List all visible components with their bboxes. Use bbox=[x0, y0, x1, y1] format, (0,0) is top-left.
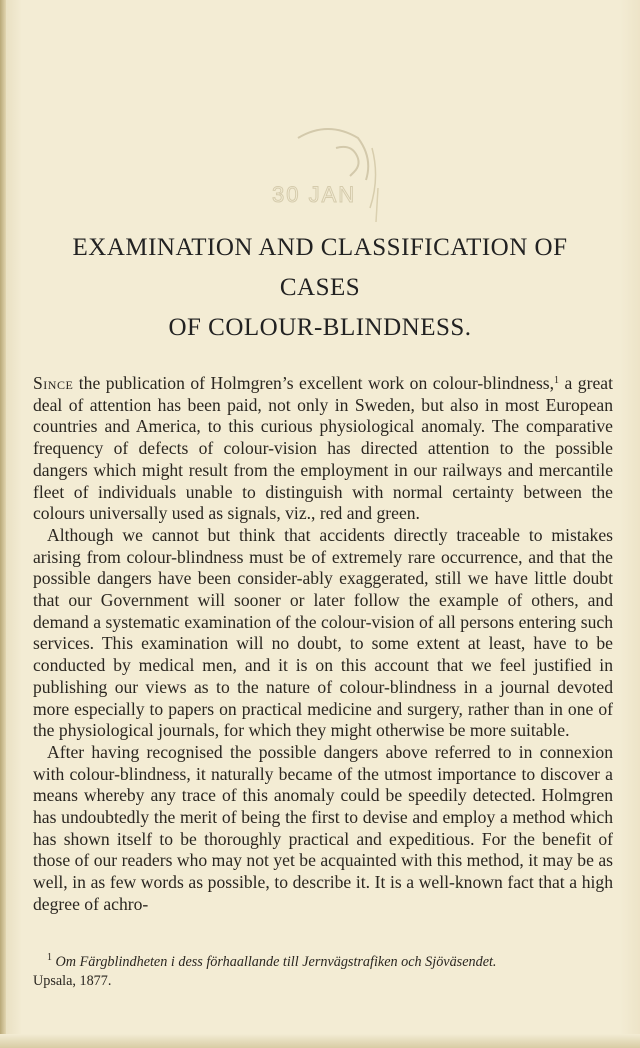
paragraph-3: After having recognised the possible dangers above referred to in connexion with colour-blindness, it naturally became of the utmost importance to discover a means whereby any trace of this anomaly could be speedily detected. Holmgren has undoubtedly the merit of being the first to devise and employ a method which has shown itself to be thoroughly practical and expeditious. For the benefit of those of our readers who may not yet be acquainted with this method, it may be as well, in as few words as possible, to describe it. It is a well-known fact that a high degree of achro- bbox=[33, 741, 613, 914]
footnote-reference: 1 bbox=[554, 375, 560, 386]
footnote-line-2: Upsala, 1877. bbox=[33, 972, 112, 989]
page-bottom-edge bbox=[0, 1034, 640, 1048]
drop-lead-word: Since bbox=[33, 373, 74, 393]
article-body bbox=[33, 373, 613, 916]
footnote bbox=[33, 953, 613, 990]
title-line-2: OF COLOUR-BLINDNESS. bbox=[168, 314, 472, 341]
paragraph-1 bbox=[33, 373, 613, 525]
article-title bbox=[40, 228, 600, 348]
footnote-title: Om Färgblindheten i dess förhaallande till Jernvägstrafiken och Sjöväsendet. bbox=[55, 954, 497, 970]
book-spine-shadow bbox=[0, 0, 6, 1048]
paragraph-2: Although we cannot but think that accidents directly traceable to mistakes arising from colour-blindness must be of extremely rare occurrence, and that the possible dangers have been consider-ably exaggerated, still we have little doubt that our Government will sooner or later follow the example of others, and demand a systematic examination of the colour-vision of all persons entering such services. This examination will no doubt, to some extent at least, have to be conducted by medical men, and it is on this account that we feel justified in publishing our views as to the nature of colour-blindness in a journal devoted more especially to papers on practical medicine and surgery, rather than in one of the physiological journals, for which they might otherwise be more suitable. bbox=[33, 524, 613, 741]
footnote-mark: 1 bbox=[47, 952, 52, 963]
footnote-line-1 bbox=[33, 953, 613, 972]
paragraph-1-text-a: the publication of Holmgren’s excellent work on colour-blindness, bbox=[73, 373, 555, 393]
library-stamp-icon bbox=[258, 118, 398, 228]
stamp-text: 30 JAN bbox=[272, 182, 357, 207]
title-line-1: EXAMINATION AND CLASSIFICATION OF CASES bbox=[72, 234, 568, 301]
paragraph-1-text-b: a great deal of attention has been paid, not only in Sweden, but also in most European countries and America, to this curious physiological anomaly. The comparative frequency of defects of colour-vision has directed attention to the possible dangers which might result from the employment in our railways and mercantile fleet of individuals unable to distinguish with normal certainty between the colours universally used as signals, viz., red and green. bbox=[33, 373, 613, 524]
